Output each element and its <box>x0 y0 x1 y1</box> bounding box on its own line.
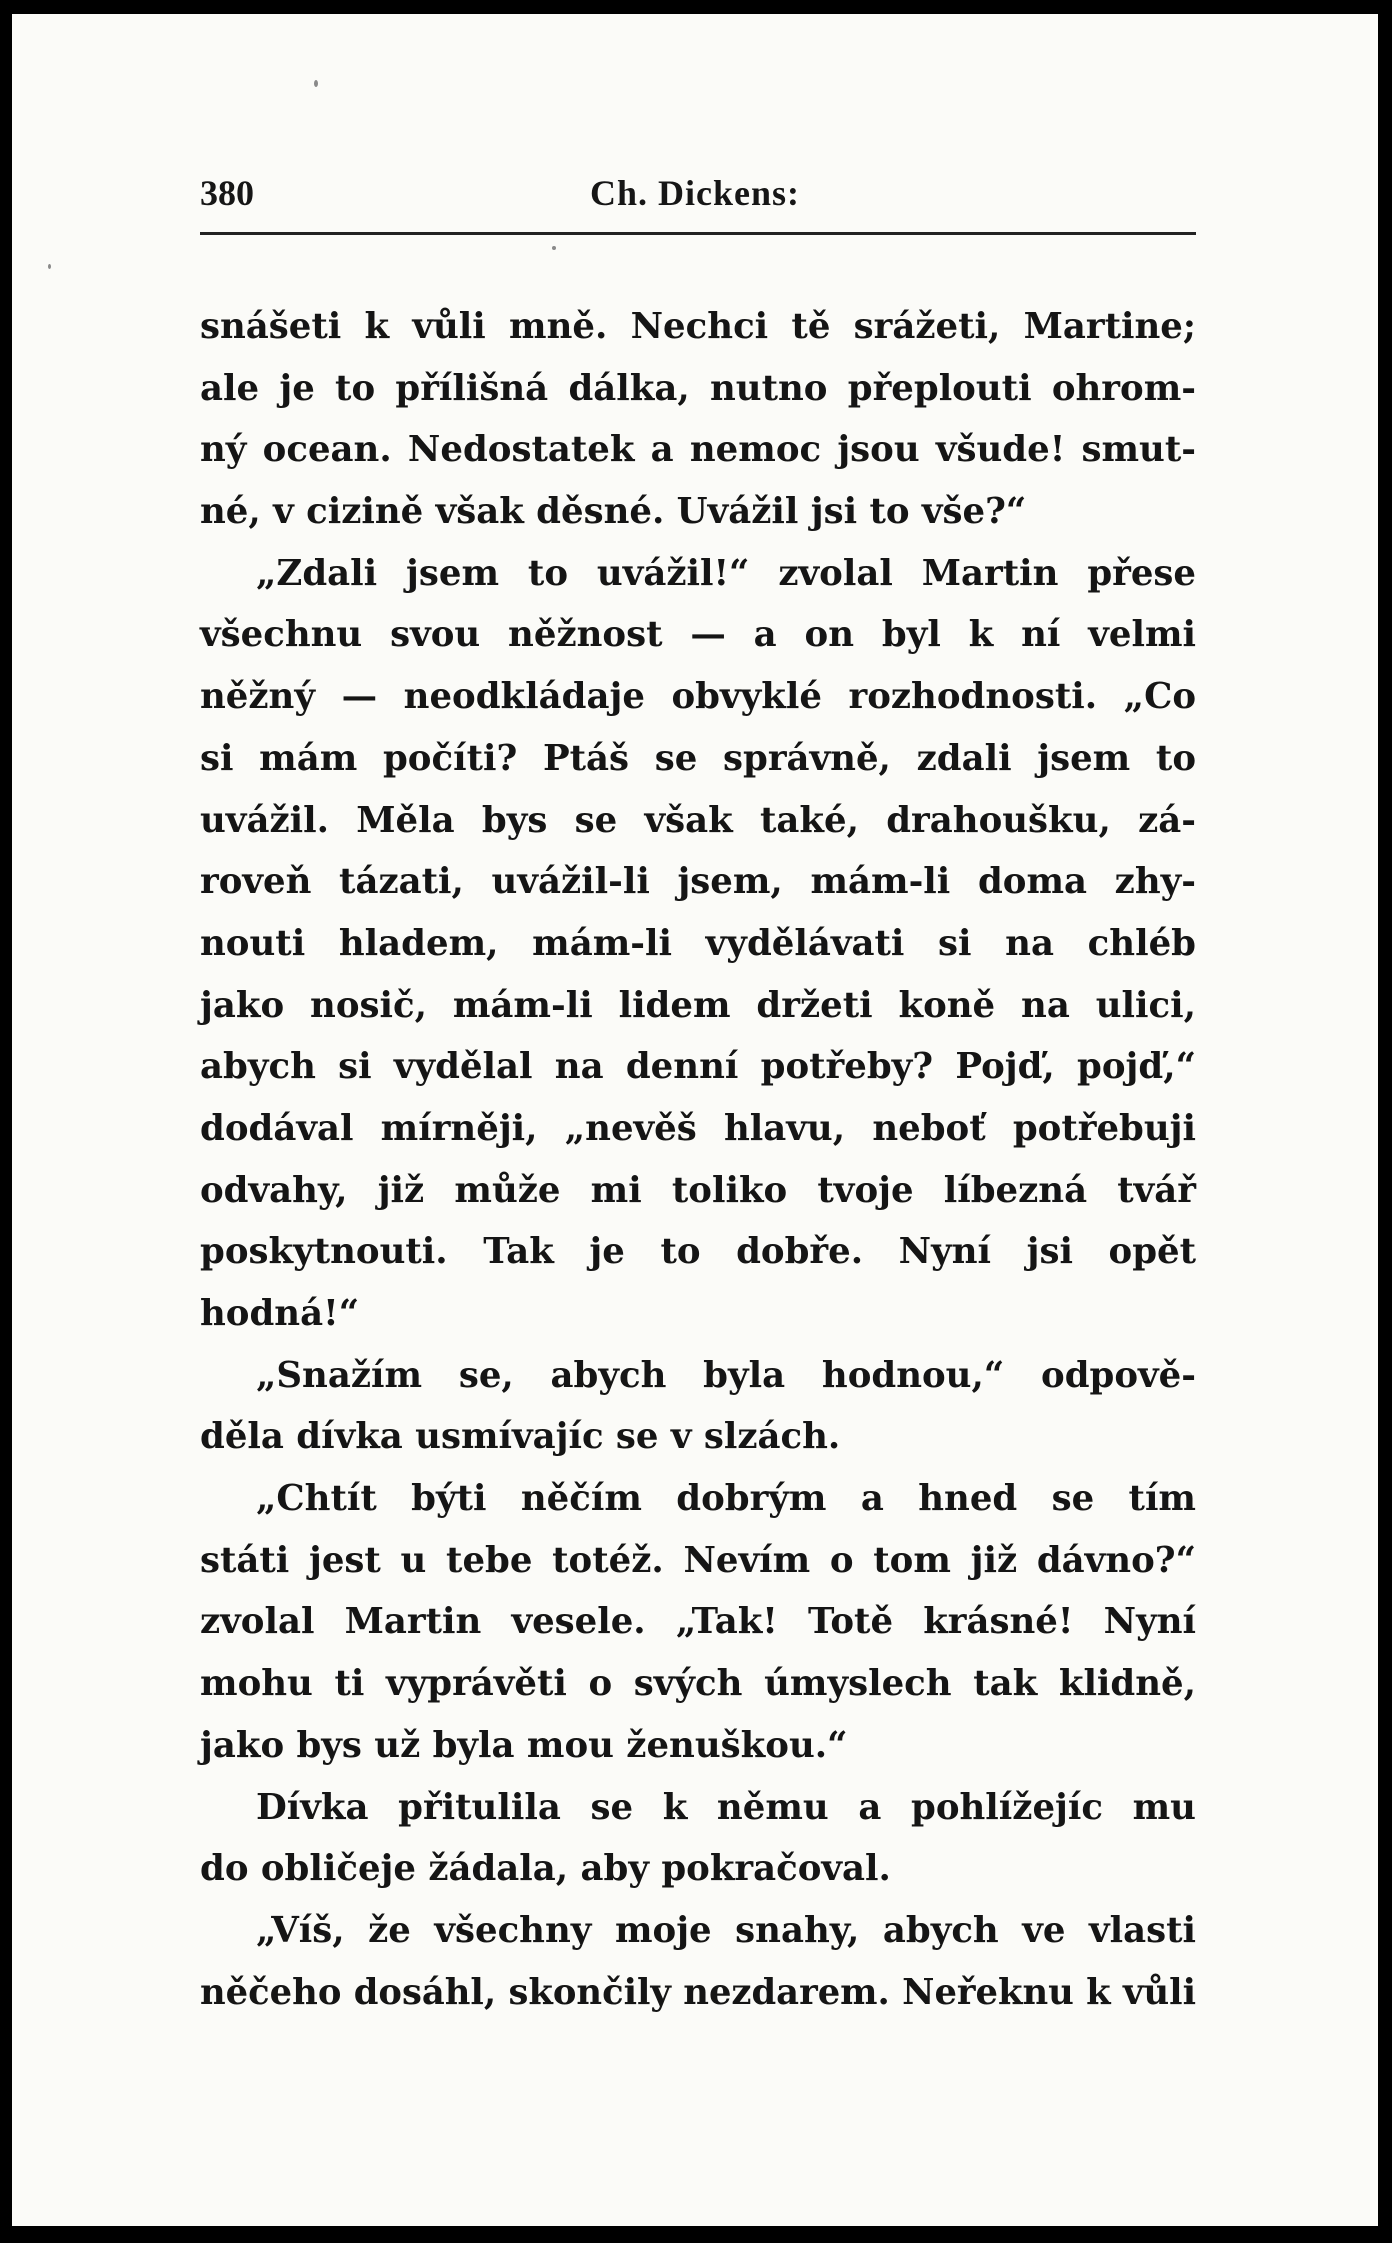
paragraph <box>200 1777 1196 1900</box>
text-line: do obličeje žádala, aby pokračoval. <box>200 1848 891 1890</box>
running-header <box>200 172 1196 222</box>
text-line: něčeho dosáhl, skončily nezdarem. Neřeknu k vůli <box>200 1971 1196 2013</box>
text-line: abych si vydělal na denní potřeby? Pojď, pojď,“ <box>200 1046 1196 1088</box>
text-line: uvážil. Měla bys se však také, drahoušku, zá- <box>200 799 1196 841</box>
text-line: né, v cizině však děsné. Uvážil jsi to vše?“ <box>200 491 1027 533</box>
text-line: „Zdali jsem to uvážil!“ zvolal Martin přese <box>256 552 1196 594</box>
text-line: nouti hladem, mám-li vydělávati si na chléb <box>200 922 1196 964</box>
paragraph <box>200 1468 1196 1776</box>
text-line: „Víš, že všechny moje snahy, abych ve vlasti <box>256 1909 1196 1951</box>
text-line: státi jest u tebe totéž. Nevím o tom již dávno?“ <box>200 1539 1196 1581</box>
running-title: Ch. Dickens: <box>590 173 801 213</box>
text-line: hodná!“ <box>200 1293 360 1334</box>
text-line: roveň tázati, uvážil-li jsem, mám-li doma zhy- <box>200 861 1196 903</box>
text-line: poskytnouti. Tak je to dobře. Nyní jsi opět <box>200 1231 1196 1273</box>
text-line: děla dívka usmívajíc se v slzách. <box>200 1416 841 1458</box>
paragraph <box>200 296 1196 543</box>
paragraph <box>200 543 1196 1345</box>
header-rule <box>200 232 1196 235</box>
text-line: dodával mírněji, „nevěš hlavu, neboť potřebuji <box>200 1107 1196 1149</box>
paragraph <box>200 1900 1196 2023</box>
print-speck <box>48 264 51 269</box>
text-line: mohu ti vyprávěti o svých úmyslech tak klidně, <box>200 1663 1196 1705</box>
text-line: si mám počíti? Ptáš se správně, zdali jsem to <box>200 737 1196 779</box>
text-line: ný ocean. Nedostatek a nemoc jsou všude! smut- <box>200 429 1196 471</box>
text-line: „Snažím se, abych byla hodnou,“ odpově- <box>256 1354 1196 1396</box>
text-line: ale je to přílišná dálka, nutno přeplouti ohrom- <box>200 367 1196 409</box>
text-line: odvahy, již může mi toliko tvoje líbezná tvář <box>200 1169 1196 1211</box>
text-line: Dívka přitulila se k němu a pohlížejíc mu <box>256 1786 1196 1828</box>
text-line: snášeti k vůli mně. Nechci tě srážeti, Martine; <box>200 306 1196 347</box>
text-line: všechnu svou něžnost — a on byl k ní velmi <box>200 614 1196 656</box>
text-line: jako bys už byla mou ženuškou.“ <box>200 1724 848 1766</box>
paragraph <box>200 1345 1196 1468</box>
text-line: jako nosič, mám-li lidem držeti koně na ulici, <box>200 984 1196 1026</box>
body-text <box>200 296 1196 2023</box>
text-line: něžný — neodkládaje obvyklé rozhodnosti. „Co <box>200 676 1196 718</box>
print-speck <box>552 246 556 250</box>
print-speck <box>314 80 318 87</box>
text-line: „Chtít býti něčím dobrým a hned se tím <box>256 1478 1196 1520</box>
page-number: 380 <box>200 173 254 213</box>
text-line: zvolal Martin vesele. „Tak! Totě krásné! Nyní <box>200 1601 1196 1643</box>
